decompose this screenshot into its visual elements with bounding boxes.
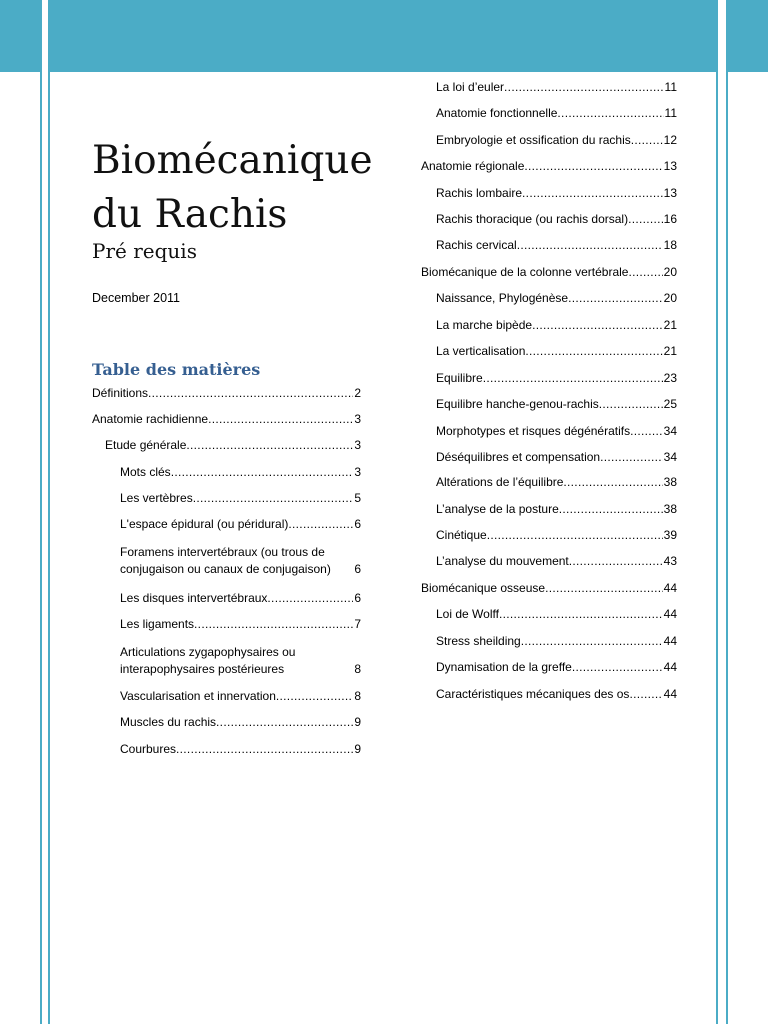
toc-entry-page: 21 xyxy=(663,344,677,358)
toc-entry-page: 20 xyxy=(663,291,677,305)
toc-entry-title: Définitions xyxy=(92,386,149,400)
toc-dot-leader xyxy=(194,616,353,633)
toc-entry-page: 44 xyxy=(663,581,677,595)
toc-entry-page: 13 xyxy=(663,159,677,173)
toc-dot-leader xyxy=(557,105,663,122)
toc-entry-page: 44 xyxy=(663,607,677,621)
toc-dot-leader xyxy=(628,264,662,281)
toc-dot-leader xyxy=(483,370,663,387)
toc-entry-page: 13 xyxy=(663,186,677,200)
toc-entry-title: Naissance, Phylogénèse xyxy=(436,291,569,305)
toc-entry-page: 34 xyxy=(663,424,677,438)
toc-entry[interactable] xyxy=(436,527,677,544)
toc-entry[interactable] xyxy=(436,317,677,334)
toc-entry[interactable] xyxy=(436,396,677,413)
toc-dot-leader xyxy=(276,688,353,705)
toc-dot-leader xyxy=(525,343,662,360)
toc-dot-leader xyxy=(171,464,354,481)
toc-entry-page: 6 xyxy=(354,517,361,531)
toc-entry[interactable] xyxy=(436,606,677,623)
toc-entry-title: Rachis thoracique (ou rachis dorsal) xyxy=(436,212,629,226)
toc-entry[interactable] xyxy=(436,449,677,466)
toc-entry-page: 9 xyxy=(354,742,361,756)
toc-entry-title: Les disques intervertébraux xyxy=(120,591,268,605)
toc-dot-leader xyxy=(499,606,663,623)
toc-entry-title: Rachis lombaire xyxy=(436,186,523,200)
toc-dot-leader xyxy=(532,317,663,334)
toc-entry-title: La verticalisation xyxy=(436,344,526,358)
toc-entry-title: Cinétique xyxy=(436,528,487,542)
toc-entry-title: Dynamisation de la greffe xyxy=(436,660,572,674)
toc-dot-leader xyxy=(193,490,354,507)
toc-entry-title: Articulations zygapophysaires ou interapophysaires postérieures xyxy=(120,645,296,676)
toc-dot-leader xyxy=(628,211,663,228)
toc-entry-title: Muscles du rachis xyxy=(120,715,217,729)
toc-entry-title: L'espace épidural (ou péridural) xyxy=(120,517,289,531)
toc-entry[interactable] xyxy=(92,385,361,402)
toc-dot-leader xyxy=(599,396,663,413)
toc-entry[interactable] xyxy=(436,185,677,202)
toc-entry-title: Anatomie régionale xyxy=(421,159,525,173)
toc-entry-title: Equilibre xyxy=(436,371,483,385)
toc-entry-title: Anatomie fonctionnelle xyxy=(436,106,558,120)
toc-dot-leader xyxy=(563,474,662,491)
toc-entry[interactable] xyxy=(436,237,677,254)
toc-entry-page: 43 xyxy=(663,554,677,568)
toc-entry[interactable] xyxy=(436,474,677,491)
toc-dot-leader xyxy=(504,79,663,96)
toc-entry-title: Vascularisation et innervation xyxy=(120,689,276,703)
toc-entry-page: 38 xyxy=(663,502,677,516)
toc-entry[interactable] xyxy=(120,714,361,731)
toc-entry[interactable] xyxy=(436,132,677,149)
toc-dot-leader xyxy=(545,580,663,597)
toc-entry[interactable] xyxy=(436,79,677,96)
toc-heading: Table des matières xyxy=(92,360,261,379)
toc-entry-page: 11 xyxy=(664,80,677,94)
toc-entry-page: 8 xyxy=(354,662,361,676)
toc-dot-leader xyxy=(216,714,353,731)
toc-dot-leader xyxy=(631,132,663,149)
toc-entry-title: Altérations de l’équilibre xyxy=(436,475,564,489)
toc-entry-title: Embryologie et ossification du rachis xyxy=(436,133,631,147)
toc-entry-page: 7 xyxy=(354,617,361,631)
header-band-right xyxy=(728,0,768,72)
toc-entry[interactable] xyxy=(436,105,677,122)
toc-entry-page: 23 xyxy=(663,371,677,385)
toc-entry-page: 9 xyxy=(354,715,361,729)
toc-dot-leader xyxy=(572,659,663,676)
toc-entry[interactable] xyxy=(105,437,361,454)
toc-entry-title: Etude générale xyxy=(105,438,187,452)
toc-entry-page: 44 xyxy=(663,687,677,701)
toc-entry-title: Morphotypes et risques dégénératifs xyxy=(436,424,631,438)
toc-entry[interactable] xyxy=(436,633,677,650)
toc-entry-page: 6 xyxy=(354,591,361,605)
toc-entry[interactable] xyxy=(120,490,361,507)
toc-dot-leader xyxy=(208,411,353,428)
toc-entry-page: 20 xyxy=(663,265,677,279)
page-right-edge xyxy=(726,0,728,1024)
toc-entry[interactable] xyxy=(92,411,361,428)
toc-entry-title: Equilibre hanche-genou-rachis xyxy=(436,397,599,411)
toc-dot-leader xyxy=(629,686,662,703)
toc-entry-title: Biomécanique osseuse xyxy=(421,581,546,595)
toc-entry[interactable] xyxy=(120,542,361,578)
toc-entry[interactable] xyxy=(436,553,677,570)
toc-entry-title: Rachis cervical xyxy=(436,238,517,252)
toc-entry[interactable] xyxy=(120,688,361,705)
toc-entry-title: Courbures xyxy=(120,742,177,756)
toc-entry[interactable] xyxy=(436,343,677,360)
toc-entry-page: 2 xyxy=(354,386,361,400)
toc-entry-title: Mots clés xyxy=(120,465,171,479)
toc-entry[interactable] xyxy=(120,516,361,533)
document-subtitle: Pré requis xyxy=(92,239,197,263)
toc-entry[interactable] xyxy=(436,370,677,387)
toc-entry-page: 44 xyxy=(663,634,677,648)
toc-entry-title: Stress sheilding xyxy=(436,634,521,648)
document-date: December 2011 xyxy=(92,291,181,305)
toc-dot-leader xyxy=(568,290,663,307)
toc-dot-leader xyxy=(569,553,663,570)
header-band-main xyxy=(50,0,718,72)
toc-dot-leader xyxy=(522,185,663,202)
toc-entry[interactable] xyxy=(421,264,677,281)
toc-dot-leader xyxy=(487,527,663,544)
toc-entry-page: 39 xyxy=(663,528,677,542)
toc-dot-leader xyxy=(559,501,663,518)
toc-dot-leader xyxy=(521,633,663,650)
toc-entry[interactable] xyxy=(436,659,677,676)
toc-entry-title: Foramens intervertébraux (ou trous de conjugaison ou canaux de conjugaison) xyxy=(120,545,331,576)
toc-entry-page: 25 xyxy=(663,397,677,411)
toc-entry-page: 21 xyxy=(663,318,677,332)
toc-entry[interactable] xyxy=(436,211,677,228)
toc-dot-leader xyxy=(267,590,353,607)
toc-entry-page: 3 xyxy=(354,465,361,479)
toc-entry-page: 34 xyxy=(663,450,677,464)
page-main-left-edge xyxy=(48,0,50,1024)
toc-entry[interactable] xyxy=(120,741,361,758)
toc-entry[interactable] xyxy=(421,580,677,597)
toc-entry-page: 3 xyxy=(354,412,361,426)
toc-entry-page: 8 xyxy=(354,689,361,703)
toc-dot-leader xyxy=(517,237,663,254)
toc-dot-leader xyxy=(148,385,353,402)
toc-entry[interactable] xyxy=(436,501,677,518)
toc-dot-leader xyxy=(186,437,353,454)
toc-entry-page: 3 xyxy=(354,438,361,452)
toc-entry[interactable] xyxy=(120,642,361,678)
toc-entry[interactable] xyxy=(120,590,361,607)
toc-entry-title: L’analyse du mouvement xyxy=(436,554,569,568)
toc-entry[interactable] xyxy=(421,158,677,175)
toc-entry-page: 38 xyxy=(663,475,677,489)
toc-entry[interactable] xyxy=(436,290,677,307)
page-left-edge xyxy=(40,0,42,1024)
toc-entry-title: La loi d’euler xyxy=(436,80,505,94)
toc-entry-page: 12 xyxy=(663,133,677,147)
toc-dot-leader xyxy=(176,741,353,758)
toc-entry-page: 5 xyxy=(354,491,361,505)
toc-entry-title: Loi de Wolff xyxy=(436,607,499,621)
toc-entry[interactable] xyxy=(436,686,677,703)
toc-entry-title: L’analyse de la posture xyxy=(436,502,559,516)
page-main-right-edge xyxy=(716,0,718,1024)
toc-entry-page: 44 xyxy=(663,660,677,674)
toc-entry[interactable] xyxy=(436,423,677,440)
toc-entry-title: Les vertèbres xyxy=(120,491,193,505)
toc-entry-title: Caractéristiques mécaniques des os xyxy=(436,687,630,701)
toc-entry-title: Les ligaments xyxy=(120,617,195,631)
toc-entry-title: Biomécanique de la colonne vertébrale xyxy=(421,265,629,279)
toc-dot-leader xyxy=(288,516,353,533)
toc-entry-page: 11 xyxy=(664,106,677,120)
toc-entry-page: 18 xyxy=(663,238,677,252)
toc-entry-page: 16 xyxy=(663,212,677,226)
toc-entry[interactable] xyxy=(120,616,361,633)
toc-dot-leader xyxy=(524,158,662,175)
toc-entry-title: La marche bipède xyxy=(436,318,533,332)
document-title: Biomécanique du Rachis xyxy=(92,138,373,237)
toc-entry-title: Anatomie rachidienne xyxy=(92,412,209,426)
toc-entry[interactable] xyxy=(120,464,361,481)
toc-entry-page: 6 xyxy=(354,562,361,576)
toc-entry-title: Déséquilibres et compensation xyxy=(436,450,601,464)
header-band-left xyxy=(0,0,40,72)
toc-dot-leader xyxy=(630,423,663,440)
toc-dot-leader xyxy=(600,449,663,466)
